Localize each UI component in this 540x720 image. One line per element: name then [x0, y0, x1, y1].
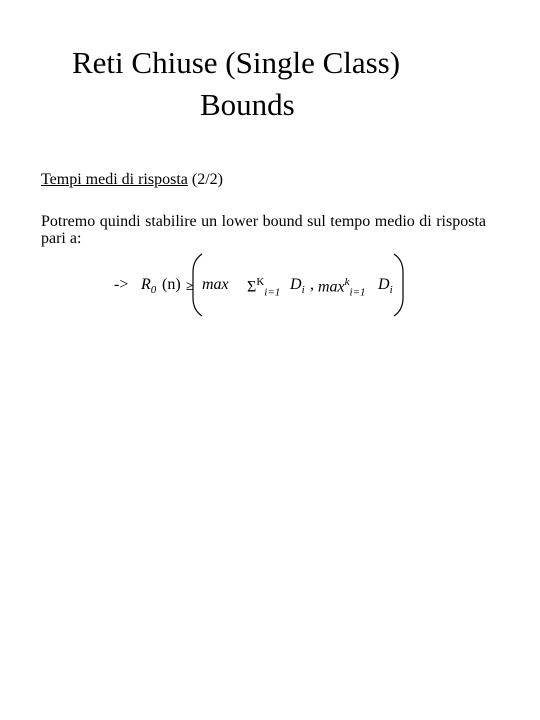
formula-d2-letter: D	[378, 276, 390, 293]
formula-d1-sub: i	[301, 284, 305, 297]
formula-arrow: ->	[114, 276, 129, 293]
formula-max: max	[202, 276, 229, 293]
formula-r0	[141, 276, 156, 296]
formula-r: R	[141, 276, 151, 293]
formula-max2-word: max	[318, 278, 345, 296]
formula-comma: ,	[310, 276, 314, 293]
formula-max2-sup: k	[344, 276, 350, 288]
section-heading-underlined: Tempi medi di risposta	[41, 171, 188, 188]
formula-sum-sup: K	[256, 276, 265, 288]
formula-sum	[247, 276, 280, 299]
section-heading	[41, 170, 223, 190]
title-line-2: Bounds	[200, 87, 295, 122]
formula-max2	[318, 276, 366, 299]
formula-d2-sub: i	[389, 284, 393, 297]
body-paragraph: Potremo quindi stabilire un lower bound sul tempo medio di risposta pari a:	[41, 213, 486, 247]
formula-n: (n)	[162, 276, 181, 293]
formula-r-sub: 0	[150, 284, 157, 297]
formula-d1-letter: D	[290, 276, 302, 293]
formula-d1	[290, 276, 305, 296]
formula	[0, 252, 540, 322]
formula-sigma: Σ	[247, 278, 257, 296]
section-heading-suffix: (2/2)	[187, 171, 223, 188]
formula-sum-sub: i=1	[264, 286, 281, 299]
formula-max2-sub: i=1	[349, 286, 366, 299]
title-line-1: Reti Chiuse (Single Class)	[72, 45, 401, 80]
right-paren	[389, 252, 406, 318]
formula-d2	[378, 276, 393, 296]
formula-geq: ≥	[186, 278, 194, 293]
